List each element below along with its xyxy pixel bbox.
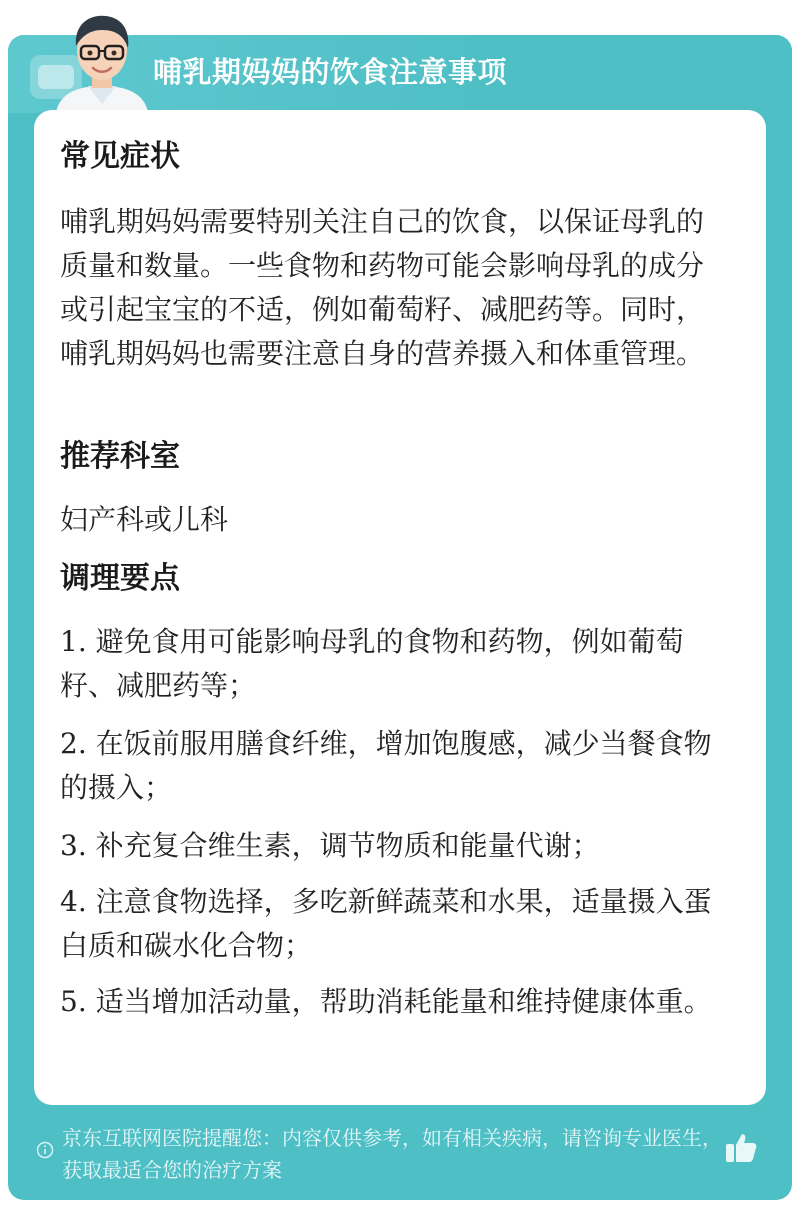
section-text-symptoms: 哺乳期妈妈需要特别关注自己的饮食，以保证母乳的质量和数量。一些食物和药物可能会影响母乳的成分或引起宝宝的不适，例如葡萄籽、减肥药等。同时，哺乳期妈妈也需要注意自身的营养摄入和体重管理。 (60, 205, 705, 370)
thumbs-up-icon[interactable] (722, 1128, 760, 1166)
care-item-text: 在饭前服用膳食纤维，增加饱腹感，减少当餐食物的摄入； (60, 727, 712, 804)
section-title-department: 推荐科室 (60, 439, 180, 474)
page-title: 哺乳期妈妈的饮食注意事项 (153, 55, 508, 89)
care-item-number: 4. (60, 885, 87, 918)
care-item-number: 5. (60, 985, 87, 1018)
disclaimer-text: 京东互联网医院提醒您：内容仅供参考，如有相关疾病，请咨询专业医生，获取最适合您的治疗方案 (62, 1126, 722, 1182)
care-item-text: 避免食用可能影响母乳的食物和药物，例如葡萄籽、减肥药等； (60, 625, 684, 702)
section-text-department: 妇产科或儿科 (60, 503, 229, 536)
care-item (60, 980, 728, 1024)
care-item (60, 620, 728, 708)
info-icon (36, 1141, 54, 1159)
care-item-number: 2. (60, 727, 87, 760)
section-title-symptoms: 常见症状 (60, 139, 180, 174)
care-item-number: 1. (60, 625, 87, 658)
care-item-text: 适当增加活动量，帮助消耗能量和维持健康体重。 (95, 985, 712, 1018)
care-item-number: 3. (60, 829, 87, 862)
doctor-avatar (46, 8, 158, 112)
section-title-care: 调理要点 (60, 561, 180, 596)
care-item (60, 824, 728, 868)
care-item-text: 注意食物选择，多吃新鲜蔬菜和水果，适量摄入蛋白质和碳水化合物； (60, 885, 712, 962)
care-item (60, 880, 728, 968)
care-item (60, 722, 728, 810)
care-item-text: 补充复合维生素，调节物质和能量代谢； (95, 829, 600, 862)
